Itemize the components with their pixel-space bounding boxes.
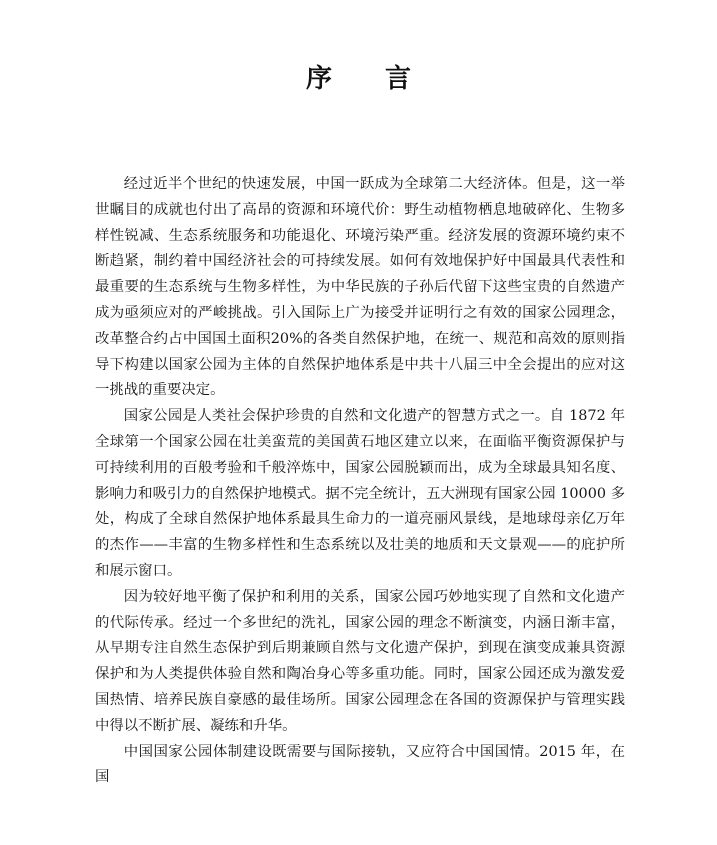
paragraph: 中国国家公园体制建设既需要与国际接轨，又应符合中国国情。2015 年，在国 (95, 743, 625, 786)
paragraph: 国家公园是人类社会保护珍贵的自然和文化遗产的智慧方式之一。自 1872 年全球第一个国家公园在壮美蛮荒的美国黄石地区建立以来，在面临平衡资源保护与可持续利用的百般考验和千般淬炼中，国家公园脱颖而出，成为全球最具知名度、影响力和吸引力的自然保护地模式。据不完全统计，五大洲现有国家公园 10000 多处，构成了全球自然保护地体系最具生命力的一道亮丽风景线，是地球母亲亿万年的杰作——丰富的生物多样性和生态系统以及壮美的地质和天文景观——的庇护所和展示窗口。 (95, 408, 625, 579)
paragraph: 因为较好地平衡了保护和利用的关系，国家公园巧妙地实现了自然和文化遗产的代际传承。经过一个多世纪的洗礼，国家公园的理念不断演变，内涵日渐丰富，从早期专注自然生态保护到后期兼顾自然与文化遗产保护，到现在演变成兼具资源保护和为人类提供体验自然和陶冶身心等多重功能。同时，国家公园还成为激发爱国热情、培养民族自豪感的最佳场所。国家公园理念在各国的资源保护与管理实践中得以不断扩展、凝练和升华。 (95, 588, 625, 734)
document-body (95, 172, 625, 791)
paragraph: 经过近半个世纪的快速发展，中国一跃成为全球第二大经济体。但是，这一举世瞩目的成就也付出了高昂的资源和环境代价：野生动植物栖息地破碎化、生物多样性锐减、生态系统服务和功能退化、环境污染严重。经济发展的资源环境约束不断趋紧，制约着中国经济社会的可持续发展。如何有效地保护好中国最具代表性和最重要的生态系统与生物多样性，为中华民族的子孙后代留下这些宝贵的自然遗产成为亟须应对的严峻挑战。引入国际上广为接受并证明行之有效的国家公园理念，改革整合约占中国国土面积20%的各类自然保护地，在统一、规范和高效的原则指导下构建以国家公园为主体的自然保护地体系是中共十八届三中全会提出的应对这一挑战的重要决定。 (95, 176, 625, 399)
page-title: 序 言 (305, 64, 434, 94)
